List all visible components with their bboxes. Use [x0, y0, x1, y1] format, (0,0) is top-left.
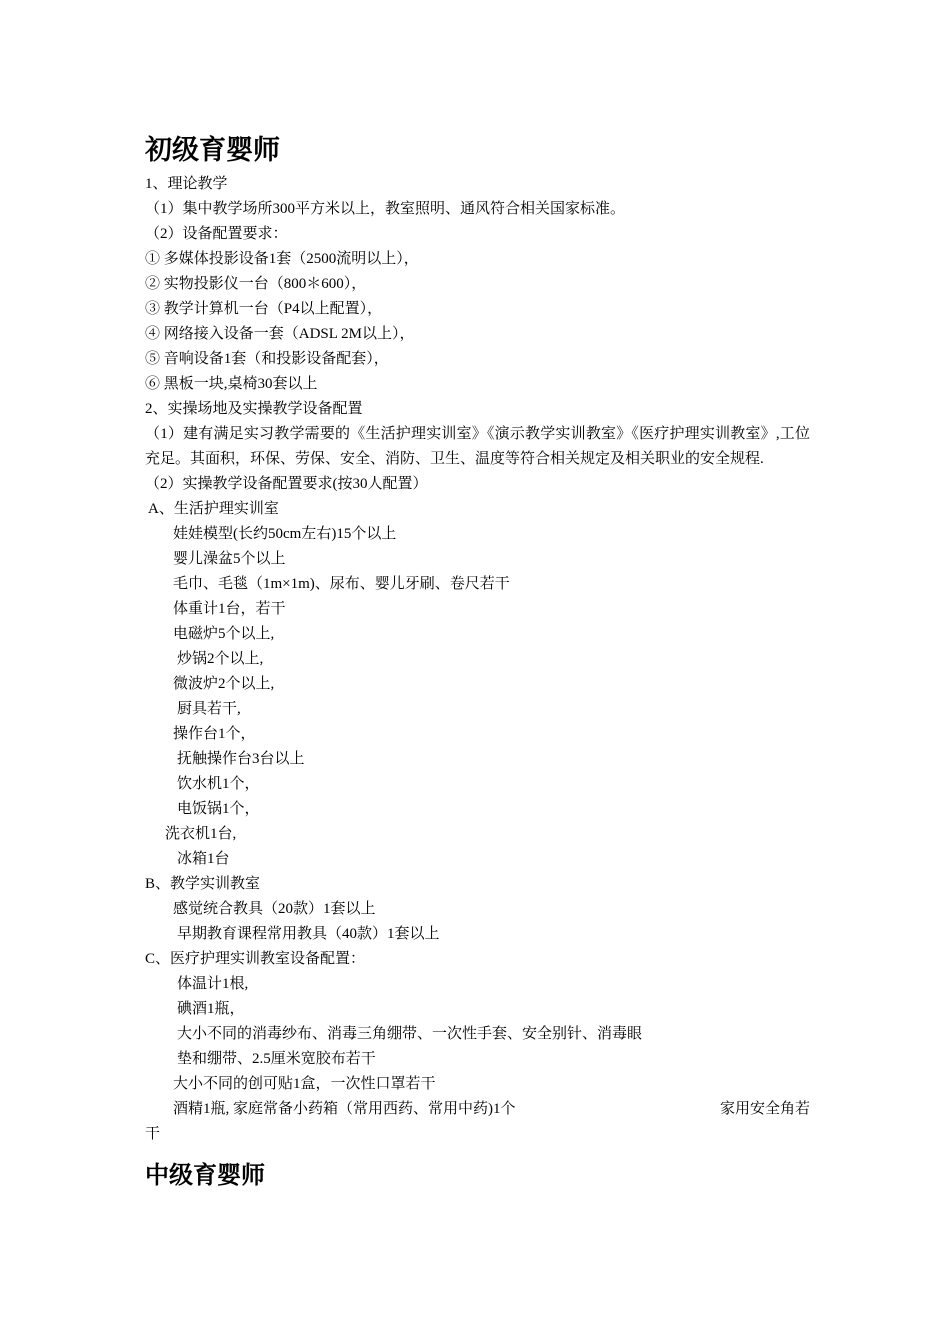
- list-item-wrap-text: 干: [145, 1126, 161, 1142]
- section-2-paragraph-2: （2）实操教学设备配置要求(按30人配置）: [145, 476, 428, 492]
- list-item: 碘酒1瓶，: [177, 1001, 245, 1017]
- equipment-item: ④ 网络接入设备一套（ADSL 2M以上），: [145, 326, 415, 342]
- list-item: 操作台1个，: [173, 726, 256, 742]
- list-item: 娃娃模型(长约50cm左右)15个以上: [173, 526, 397, 542]
- list-item: 电磁炉5个以上,: [173, 626, 275, 642]
- list-item: 垫和绷带、2.5厘米宽胶布若干: [177, 1051, 376, 1067]
- list-item: 早期教育课程常用教具（40款）1套以上: [177, 926, 440, 942]
- list-item: 冰箱1台: [177, 851, 230, 867]
- list-item: 体温计1根,: [177, 976, 249, 992]
- list-item: 洗衣机1台,: [165, 826, 237, 842]
- section-1-paragraph-1: （1）集中教学场所300平方米以上，教室照明、通风符合相关国家标准。: [145, 201, 626, 217]
- section-2-heading: 2、实操场地及实操教学设备配置: [145, 401, 363, 417]
- section-1-heading: 1、理论教学: [145, 176, 228, 192]
- list-item: 体重计1台，若干: [173, 601, 286, 617]
- section-2-paragraph-1: （1）建有满足实习教学需要的《生活护理实训室》《演示教学实训教室》《医疗护理实训教室》,工位充足。其面积，环保、劳保、安全、消防、卫生、温度等符合相关规定及相关职业的安全规程.: [145, 426, 810, 467]
- document-page: [145, 128, 810, 1195]
- section-1-paragraph-2: （2）设备配置要求：: [145, 226, 288, 242]
- subsection-c-heading: C、医疗护理实训教室设备配置：: [145, 951, 366, 967]
- subsection-b-heading: B、教学实训教室: [145, 876, 261, 892]
- list-item: 大小不同的消毒纱布、消毒三角绷带、一次性手套、安全别针、消毒眼: [177, 1026, 643, 1042]
- list-item: 毛巾、毛毯（1m×1m)、尿布、婴儿牙刷、卷尺若干: [173, 576, 510, 592]
- subsection-a-heading: A、生活护理实训室: [148, 501, 279, 517]
- equipment-item: ② 实物投影仪一台（800＊600），: [145, 276, 367, 292]
- list-item: 抚触操作台3台以上: [177, 751, 305, 767]
- list-item: 微波炉2个以上,: [173, 676, 275, 692]
- list-item-split: [145, 1097, 810, 1122]
- equipment-item: ③ 教学计算机一台（P4以上配置），: [145, 301, 383, 317]
- list-item-right-text: 家用安全角若: [719, 1101, 810, 1117]
- title-primary-nursery-teacher: 初级育婴师: [145, 135, 280, 165]
- list-item: 大小不同的创可贴1盒，一次性口罩若干: [173, 1076, 436, 1092]
- list-item-left-text: 酒精1瓶, 家庭常备小药箱（常用西药、常用中药)1个: [173, 1101, 516, 1117]
- list-item: 厨具若干,: [177, 701, 241, 717]
- list-item: 感觉统合教具（20款）1套以上: [173, 901, 376, 917]
- list-item: 婴儿澡盆5个以上: [173, 551, 286, 567]
- list-item: 电饭锅1个，: [177, 801, 260, 817]
- equipment-item: ⑤ 音响设备1套（和投影设备配套），: [145, 351, 389, 367]
- equipment-item: ① 多媒体投影设备1套（2500流明以上），: [145, 251, 419, 267]
- list-item: 饮水机1个，: [177, 776, 260, 792]
- equipment-item: ⑥ 黑板一块,桌椅30套以上: [145, 376, 318, 392]
- list-item: 炒锅2个以上,: [177, 651, 264, 667]
- title-intermediate-nursery-teacher: 中级育婴师: [145, 1163, 265, 1189]
